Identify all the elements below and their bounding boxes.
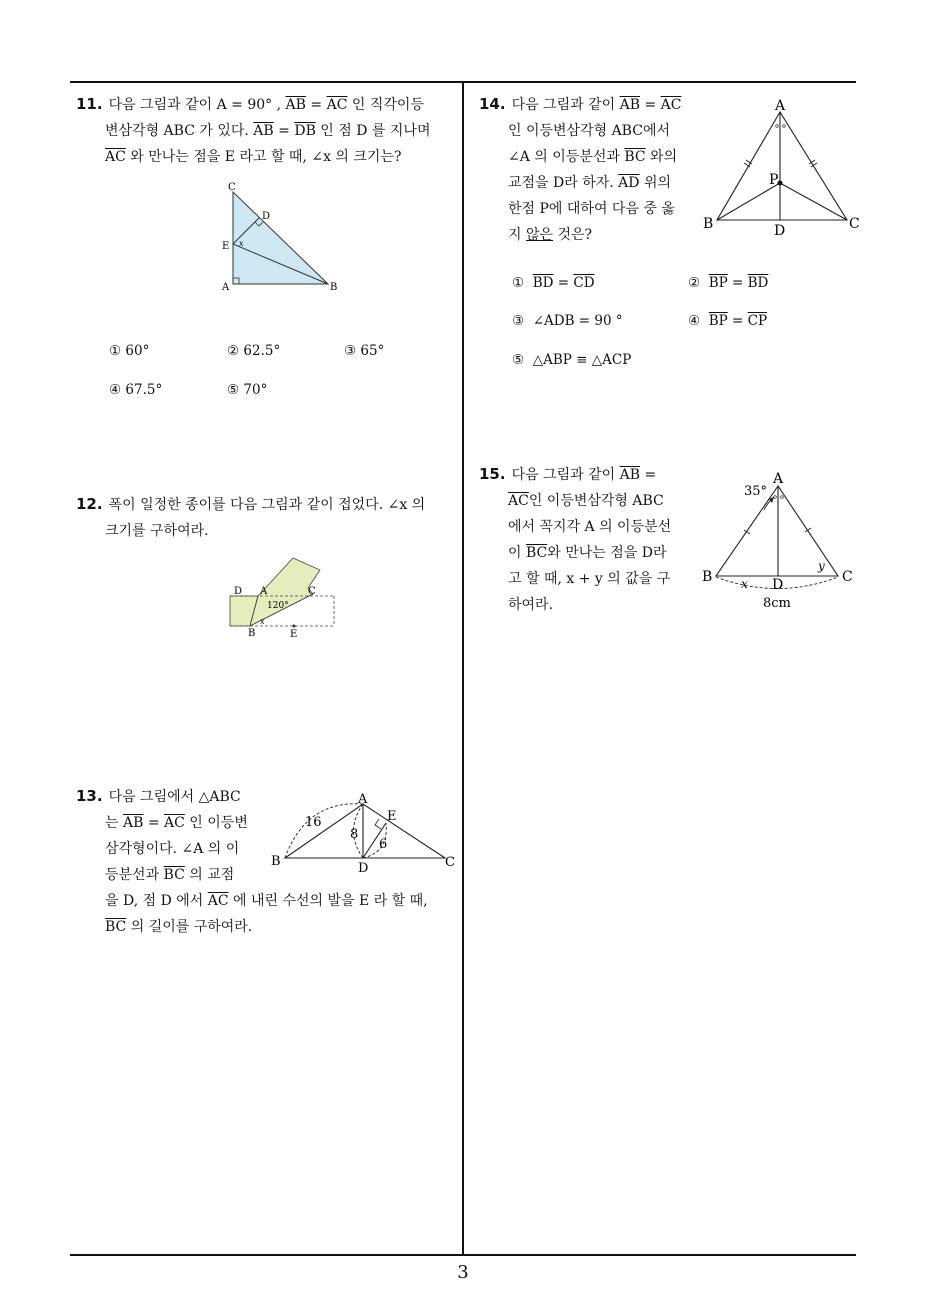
label-a: A <box>222 282 230 293</box>
problem-12 <box>76 491 456 544</box>
page-number: 3 <box>457 1262 469 1283</box>
label-6: 6 <box>379 837 388 852</box>
label-x: x <box>239 239 244 248</box>
q11-choice-1[interactable]: ① 60° <box>109 343 150 359</box>
problem-11-line-2: 변삼각형 ABC 가 있다. $\overline{AB} = \overline{DB}$ 인 점 D 를 지나며 <box>105 123 431 139</box>
label-e: E <box>290 629 298 640</box>
label-d: D <box>774 223 786 238</box>
label-c: C <box>842 569 853 585</box>
label-a: A <box>358 792 368 807</box>
label-a: A <box>773 471 784 487</box>
label-d: D <box>772 577 784 593</box>
problem-14-line-4: 교점을 D라 하자. $\overline{AD}$ 위의 <box>508 175 672 191</box>
problem-14-line-3: ∠A 의 이등분선과 $\overline{BC}$ 와의 <box>508 149 678 165</box>
q14-choice-4[interactable]: ④ $\overline{BP} = \overline{CP}$ <box>688 313 768 329</box>
figure-13 <box>268 790 458 874</box>
problem-14-line-6: 지 않은 것은? <box>508 227 593 243</box>
q11-choice-3[interactable]: ③ 65° <box>344 343 385 359</box>
label-a: A <box>260 586 268 597</box>
label-e: E <box>387 809 397 824</box>
q11-choice-5[interactable]: ⑤ 70° <box>227 382 268 398</box>
problem-15-line-4: 이 $\overline{BC}$와 만나는 점을 D라 <box>508 545 667 561</box>
problem-11-line-3: $\overline{AC}$ 와 만나는 점을 E 라고 할 때, ∠x 의 크기는? <box>105 149 402 165</box>
label-c: C <box>308 586 316 597</box>
problem-15 <box>479 461 691 618</box>
q14-choice-1[interactable]: ① $\overline{BD} = \overline{CD}$ <box>512 275 595 291</box>
problem-15-line-2: $\overline{AC}$인 이등변삼각형 ABC <box>508 493 664 509</box>
label-angle: 120° <box>267 601 289 611</box>
label-b: B <box>703 216 714 232</box>
label-length: 8cm <box>763 596 791 611</box>
problem-12-line-2: 크기를 구하여라. <box>105 523 209 539</box>
problem-13-line-3: 삼각형이다. ∠A 의 이 <box>105 841 240 857</box>
question-number: 14. <box>479 95 506 113</box>
label-a: A <box>775 98 786 114</box>
label-d: D <box>358 861 369 874</box>
figure-15 <box>700 466 865 616</box>
problem-15-line-3: 에서 꼭지각 A 의 이등분선 <box>508 519 672 535</box>
column-divider <box>462 82 464 1255</box>
problem-14-line-1: 14. 다음 그림과 같이 $\overline{AB} = \overline{AC}$ <box>479 95 682 113</box>
label-p: P <box>769 172 779 188</box>
label-x: x <box>741 577 748 591</box>
label-c: C <box>228 182 236 193</box>
problem-13-line-1: 13. 다음 그림에서 △ABC <box>76 787 241 805</box>
problem-13-line-6: $\overline{BC}$ 의 길이를 구하여라. <box>105 919 253 935</box>
problem-15-line-5: 고 할 때, x + y 의 값을 구 <box>508 571 671 587</box>
label-b: B <box>330 282 338 293</box>
label-y: y <box>818 559 825 573</box>
q11-choice-4[interactable]: ④ 67.5° <box>109 382 163 398</box>
q14-choice-5[interactable]: ⑤ △ABP ≡ △ACP <box>512 352 632 368</box>
figure-14 <box>700 96 865 238</box>
problem-12-line-1: 12. 폭이 일정한 종이를 다음 그림과 같이 접었다. ∠x 의 <box>76 495 426 513</box>
problem-15-line-6: 하여라. <box>508 597 554 613</box>
problem-14-line-2: 인 이등변삼각형 ABC에서 <box>508 123 670 139</box>
problem-13-line-2: 는 $\overline{AB} = \overline{AC}$ 인 이등변 <box>105 815 248 831</box>
question-number: 11. <box>76 95 103 113</box>
label-35: 35° <box>744 484 768 499</box>
label-b: B <box>702 569 713 585</box>
problem-14-line-5: 한점 P에 대하여 다음 중 옳 <box>508 201 675 217</box>
label-c: C <box>445 855 455 870</box>
bottom-rule <box>70 1254 856 1256</box>
q14-choice-3[interactable]: ③ ∠ADB = 90 ° <box>512 313 623 329</box>
label-b: B <box>248 628 256 639</box>
label-8: 8 <box>350 827 359 842</box>
problem-14 <box>479 91 697 248</box>
figure-11 <box>215 178 345 296</box>
problem-11 <box>76 91 456 170</box>
q11-choice-2[interactable]: ② 62.5° <box>227 343 281 359</box>
label-e: E <box>222 241 230 252</box>
problem-15-line-1: 15. 다음 그림과 같이 $\overline{AB}$ = <box>479 465 657 483</box>
q14-choice-2[interactable]: ② $\overline{BP} = \overline{BD}$ <box>688 275 769 291</box>
question-number: 15. <box>479 465 506 483</box>
question-number: 12. <box>76 495 103 513</box>
label-x: x <box>260 617 265 626</box>
label-d: D <box>234 586 243 597</box>
problem-13-line-5: 을 D, 점 D 에서 $\overline{AC}$ 에 내린 수선의 발을 E 라 할 때, <box>105 893 428 909</box>
problem-13-line-4: 등분선과 $\overline{BC}$ 의 교점 <box>105 867 235 883</box>
figure-12 <box>218 548 342 640</box>
question-number: 13. <box>76 787 103 805</box>
label-16: 16 <box>305 815 322 830</box>
label-c: C <box>849 216 860 232</box>
problem-11-line-1: 11. 다음 그림과 같이 A = 90° , $\overline{AB} = \overline{AC}$ 인 직각이등 <box>76 95 424 113</box>
label-b: B <box>271 854 281 869</box>
label-d: D <box>262 211 271 222</box>
